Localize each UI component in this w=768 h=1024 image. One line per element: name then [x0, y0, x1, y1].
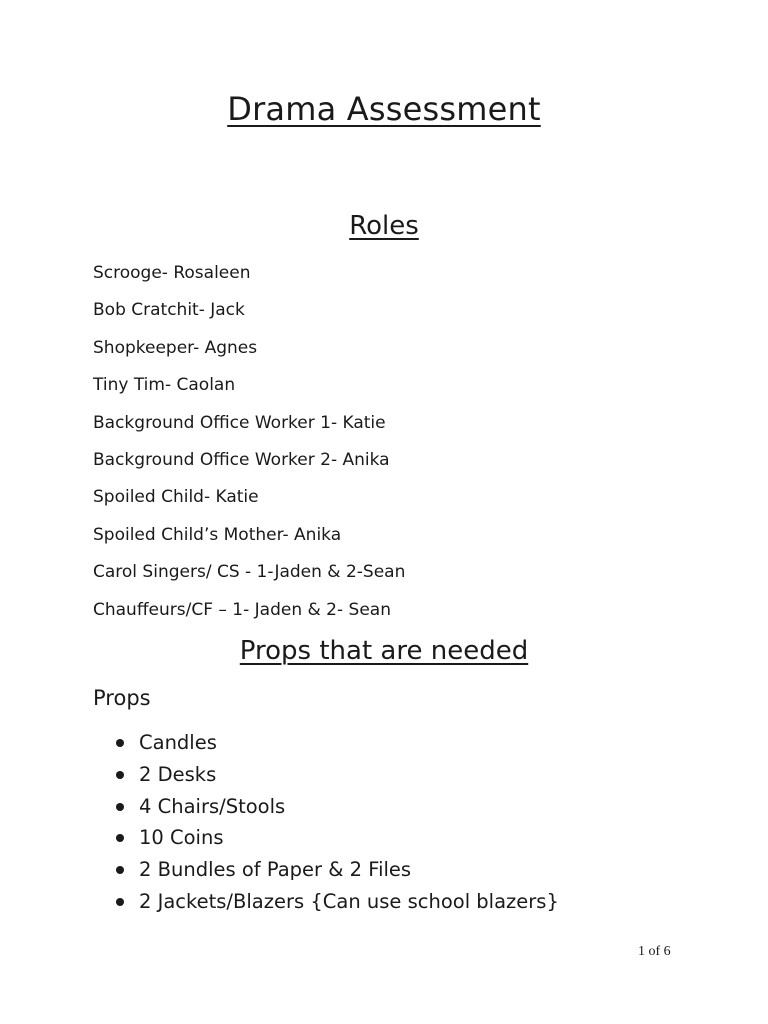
prop-item-label: 2 Jackets/Blazers {Can use school blazers} [139, 889, 559, 913]
role-item: Background Office Worker 1- Katie [93, 412, 386, 433]
prop-item-label: 2 Bundles of Paper & 2 Files [139, 858, 412, 882]
prop-item [116, 762, 559, 794]
roles-list [93, 262, 405, 636]
prop-item-label: 2 Desks [139, 762, 217, 786]
props-heading: Props that are needed [239, 636, 529, 666]
prop-item-label: 4 Chairs/Stools [139, 794, 286, 818]
role-item: Spoiled Child’s Mother- Anika [93, 524, 342, 545]
bullet-icon [116, 739, 124, 747]
prop-item [116, 825, 559, 857]
props-list [116, 730, 559, 921]
prop-item-label: Candles [139, 731, 217, 754]
role-item: Spoiled Child- Katie [93, 487, 259, 508]
prop-item [116, 857, 559, 889]
props-subheading: Props [93, 686, 151, 710]
bullet-icon [116, 771, 124, 779]
bullet-icon [116, 834, 124, 842]
prop-item [116, 889, 559, 921]
bullet-icon [116, 866, 124, 874]
page-number: 1 of 6 [638, 944, 671, 959]
roles-heading: Roles [349, 211, 419, 241]
prop-item [116, 794, 559, 826]
bullet-icon [116, 803, 124, 811]
role-item: Background Office Worker 2- Anika [93, 449, 390, 470]
role-item: Chauffeurs/CF – 1- Jaden & 2- Sean [93, 599, 391, 620]
role-item: Scrooge- Rosaleen [93, 263, 251, 283]
role-item: Bob Cratchit- Jack [93, 300, 245, 321]
role-item: Shopkeeper- Agnes [93, 337, 258, 358]
role-item: Tiny Tim- Caolan [93, 375, 236, 396]
bullet-icon [116, 898, 124, 906]
role-item: Carol Singers/ CS - 1-Jaden & 2-Sean [93, 562, 406, 583]
document-title: Drama Assessment [227, 90, 541, 128]
prop-item-label: 10 Coins [139, 826, 224, 850]
prop-item [116, 730, 559, 762]
